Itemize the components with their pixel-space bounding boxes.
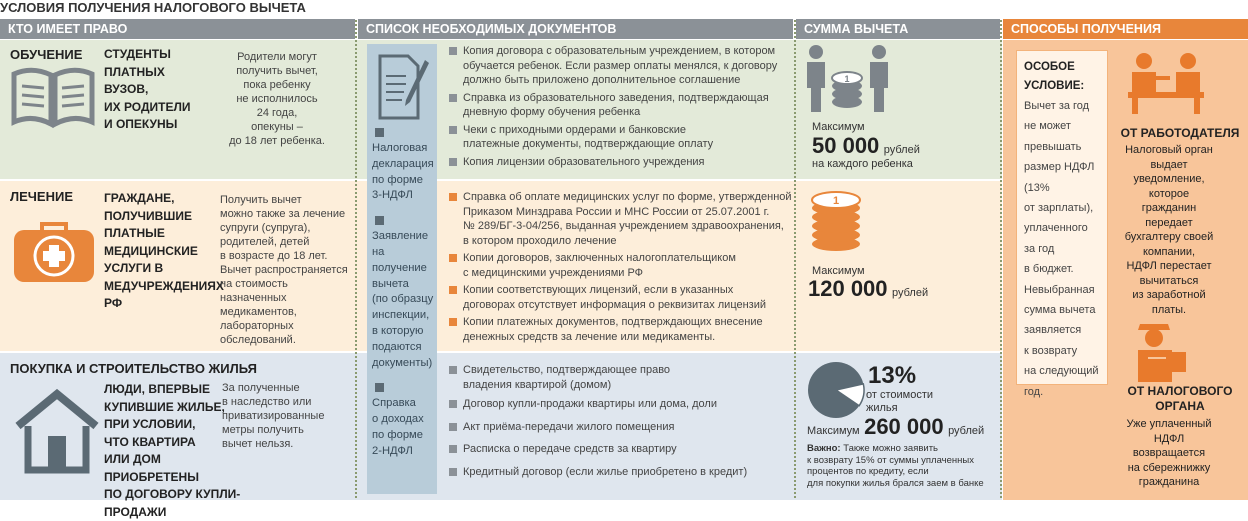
- bullet-icon: [375, 383, 384, 392]
- category-housing-title: ПОКУПКА И СТРОИТЕЛЬСТВО ЖИЛЬЯ: [10, 361, 257, 376]
- header-documents: СПИСОК НЕОБХОДИМЫХ ДОКУМЕНТОВ: [358, 19, 793, 39]
- employer-title: ОТ РАБОТОДАТЕЛЯ: [1120, 126, 1240, 140]
- divider: [355, 20, 357, 498]
- list-item: Расписка о передаче средств за квартиру: [448, 442, 792, 457]
- svg-text:1: 1: [844, 74, 850, 84]
- list-item: Копии договоров, заключенных налогоплательщиком с медицинскими учреждениями РФ: [448, 251, 792, 280]
- amount-treatment: 120 000 рублей: [808, 276, 929, 301]
- list-item: Копии платежных документов, подтверждающих внесение денежных средств за лечение или медикаменты.: [448, 315, 792, 344]
- declaration-list: Налоговая декларация по форме 3-НДФЛ Заявление на получение вычета (по образцу инспекции, в которую подаются документы) Справка о доходах по форме 2-НДФЛ: [372, 128, 436, 460]
- amount-education-label: Максимум: [812, 121, 865, 133]
- page-title: УСЛОВИЯ ПОЛУЧЕНИЯ НАЛОГОВОГО ВЫЧЕТА: [0, 0, 306, 15]
- header-methods: СПОСОБЫ ПОЛУЧЕНИЯ: [1003, 19, 1248, 39]
- bullet-icon: [375, 128, 384, 137]
- divider: [794, 20, 796, 498]
- coins-icon: [810, 190, 862, 257]
- special-condition-text: Вычет за год не может превышать размер НДФЛ (13% от зарплаты), уплаченного за год в бюджет. Невыбранная сумма вычета заявляется к возврату на следующий год.: [1024, 100, 1099, 398]
- tax-officer-icon: [1128, 318, 1190, 387]
- pie-chart: [806, 360, 866, 420]
- housing-percent: 13%: [868, 362, 917, 389]
- house-icon: [14, 388, 100, 479]
- list-item: Копия договора с образовательным учреждением, в котором обучается ребенок. Если размер оплаты менялся, к договору должно быть приложено дополнительное соглашение: [448, 44, 792, 88]
- divider: [1000, 20, 1002, 498]
- tax-office-title: ОТ НАЛОГОВОГО ОРГАНА: [1127, 384, 1233, 413]
- list-item: Чеки с приходными ордерами и банковские платежные документы, подтверждающие оплату: [448, 123, 792, 152]
- housing-percent-text: от стоимости жилья: [866, 389, 934, 414]
- docs-housing: [448, 363, 792, 482]
- note-treatment: Получить вычет можно также за лечение супруги (супруга), родителей, детей в возрасте до 18 лет. Вычет распространяется на стоимость назначенных медикаментов, лабораторных обследований.: [220, 194, 348, 346]
- bullet-icon: [375, 216, 384, 225]
- book-icon: [10, 66, 96, 133]
- docs-treatment: [448, 190, 792, 347]
- list-item: Копии соответствующих лицензий, если в указанных договорах отсутствует информация о реквизитах лицензий: [448, 283, 792, 312]
- amount-education: 50 000 рублей: [812, 133, 920, 158]
- list-item: Кредитный договор (если жилье приобретено в кредит): [448, 465, 792, 480]
- list-item: Справка об оплате медицинских услуг по форме, утвержденной Приказом Минздрава России и МНС России от 25.07.2001 г. № 289/БГ-3-04/256, выданная учреждением здравоохранения, в котором проходило лечение: [448, 190, 792, 248]
- list-item: Договор купли-продажи квартиры или дома, доли: [448, 397, 792, 412]
- header-amount: СУММА ВЫЧЕТА: [796, 19, 1000, 39]
- people-coins-icon: [803, 42, 903, 119]
- list-item: Свидетельство, подтверждающее право владения квартирой (домом): [448, 363, 792, 392]
- note-housing: За полученные в наследство или приватизированные метры получить вычет нельзя.: [222, 382, 325, 450]
- employer-text: Налоговый орган выдает уведомление, которое гражданин передает бухгалтеру своей компании, НДФЛ перестает вычитаться из заработной платы.: [1124, 144, 1214, 316]
- list-item: Акт приёма-передачи жилого помещения: [448, 420, 792, 435]
- amount-housing: Максимум 260 000 рублей: [807, 414, 985, 439]
- medkit-icon: [12, 220, 96, 289]
- who-housing: ЛЮДИ, ВПЕРВЫЕ КУПИВШИЕ ЖИЛЬЕ, ПРИ УСЛОВИИ, ЧТО КВАРТИРА ИЛИ ДОМ ПРИОБРЕТЕНЫ ПО ДОГОВОРУ КУПЛИ-ПРОДАЖИ: [104, 382, 241, 519]
- employer-icon: [1128, 50, 1204, 121]
- who-education: СТУДЕНТЫ ПЛАТНЫХ ВУЗОВ, ИХ РОДИТЕЛИ И ОПЕКУНЫ: [104, 47, 191, 131]
- svg-text:1: 1: [832, 195, 840, 207]
- document-pen-icon: [378, 54, 430, 125]
- docs-education: [448, 44, 792, 172]
- header-eligible: КТО ИМЕЕТ ПРАВО: [0, 19, 355, 39]
- list-item: Копия лицензии образовательного учреждения: [448, 155, 792, 170]
- amount-treatment-label: Максимум: [812, 265, 865, 277]
- amount-education-sub: на каждого ребенка: [812, 158, 913, 170]
- category-education-title: ОБУЧЕНИЕ: [10, 47, 83, 62]
- note-education: Родители могут получить вычет, пока ребенку не исполнилось 24 года, опекуны – до 18 лет ребенка.: [229, 51, 325, 147]
- special-condition-title: ОСОБОЕ УСЛОВИЕ:: [1024, 61, 1085, 92]
- category-treatment-title: ЛЕЧЕНИЕ: [10, 189, 74, 204]
- housing-important-note: Важно: Также можно заявить к возврату 15% от суммы уплаченных процентов по кредиту, если для покупки жилья брался заем в банке: [807, 443, 984, 489]
- who-treatment: ГРАЖДАНЕ, ПОЛУЧИВШИЕ ПЛАТНЫЕ МЕДИЦИНСКИЕ УСЛУГИ В МЕДУЧРЕЖДЕНИЯХ РФ: [104, 191, 224, 310]
- list-item: Справка из образовательного заведения, подтверждающая дневную форму обучения ребенка: [448, 91, 792, 120]
- tax-office-text: Уже уплаченный НДФЛ возвращается на сбережнижку гражданина: [1126, 418, 1212, 488]
